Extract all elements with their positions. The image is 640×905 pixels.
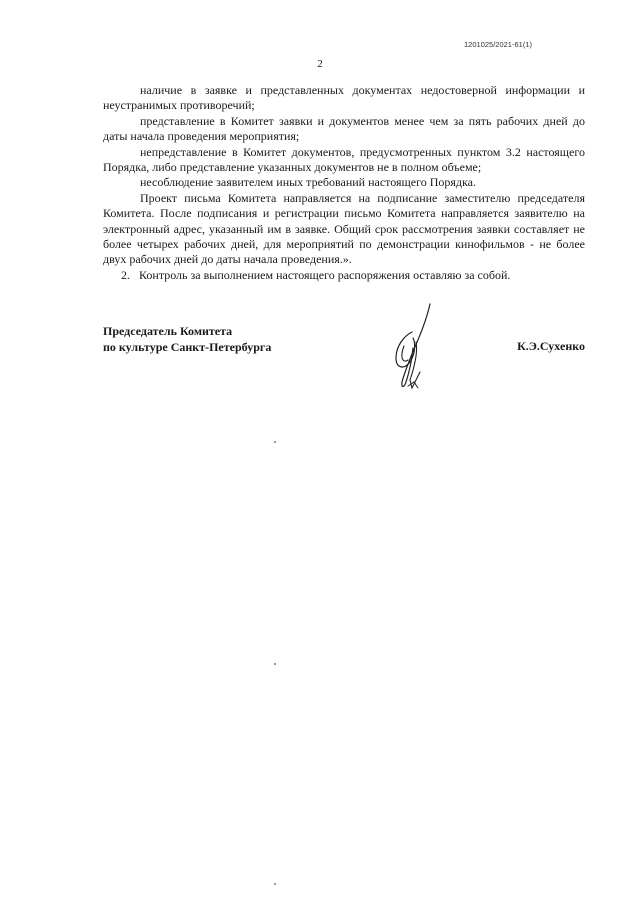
scan-speck [274, 883, 276, 885]
signer-name: К.Э.Сухенко [517, 339, 585, 353]
page-number: 2 [317, 58, 323, 70]
document-id: 1201025/2021-61(1) [464, 40, 532, 49]
item-text: Контроль за выполнением настоящего распоряжения оставляю за собой. [139, 268, 511, 282]
handwritten-signature [382, 302, 452, 397]
item-number: 2. [121, 268, 130, 282]
paragraph: представление в Комитет заявки и документов менее чем за пять рабочих дней до даты начала проведения мероприятия; [103, 113, 585, 144]
paragraph: несоблюдение заявителем иных требований настоящего Порядка. [140, 175, 477, 190]
body-text [103, 83, 585, 268]
numbered-item [121, 268, 510, 283]
signer-title [103, 323, 271, 355]
paragraph: наличие в заявке и представленных документах недостоверной информации и неустранимых противоречий; [103, 83, 585, 113]
scan-speck [274, 663, 276, 665]
paragraph: непредставление в Комитет документов, предусмотренных пунктом 3.2 настоящего Порядка, либо представление указанных документов не в полном объеме; [103, 144, 585, 175]
paragraph: Проект письма Комитета направляется на подписание заместителю председателя Комитета. После подписания и регистрации письмо Комитета направляется заявителю на электронный адрес, указанный им в заявке. Общий срок рассмотрения заявки составляет не более четырех рабочих дней, для мероприятий по демонстрации кинофильмов - не более двух рабочих дней до даты начала проведения.». [103, 190, 585, 267]
signer-title-line: по культуре Санкт-Петербурга [103, 340, 272, 354]
signer-title-line: Председатель Комитета [103, 324, 233, 338]
scan-speck [274, 441, 276, 443]
